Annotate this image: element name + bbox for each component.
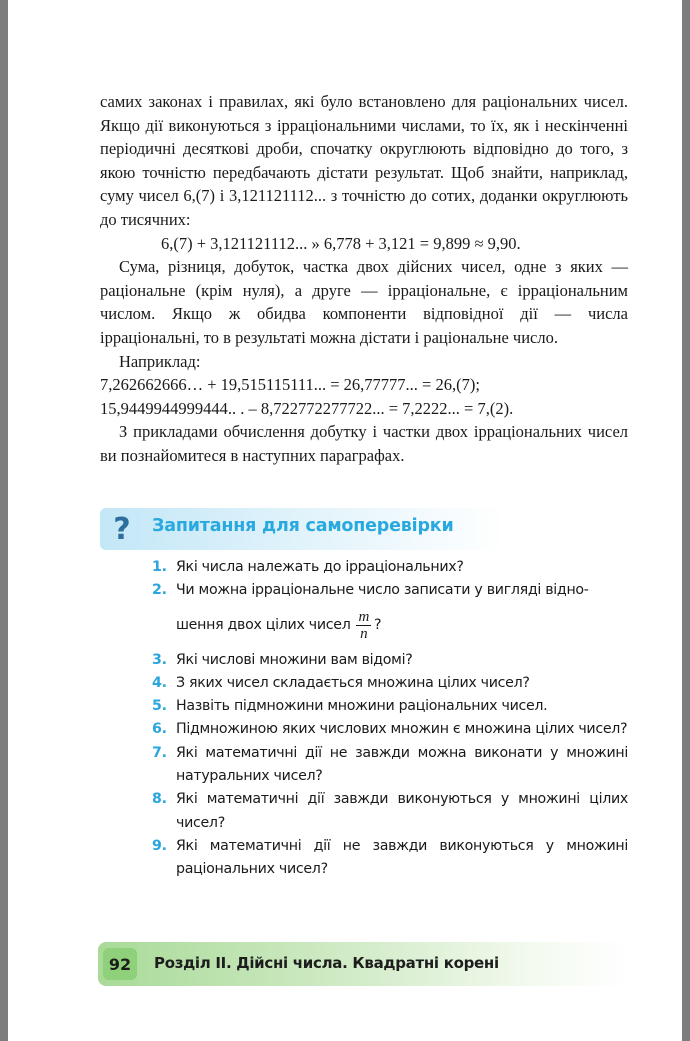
question-text: Які математичні дії не завжди можна виконати у множині натуральних чисел? [176, 744, 628, 785]
question-text: Які математичні дії не завжди виконуються у множині раціональних чисел? [176, 837, 628, 878]
question-item [152, 556, 628, 579]
questions-title: Запитання для самоперевірки [152, 516, 454, 536]
question-number: 7. [152, 744, 167, 761]
question-text [176, 579, 628, 648]
question-tail: ? [374, 616, 382, 633]
paragraph-3: З прикладами обчислення добутку і частки двох ірраціональних чисел ви познайомитеся в наступних параграфах. [100, 422, 628, 465]
question-text: Які числа належать до ірраціональних? [176, 559, 464, 575]
fraction-numerator: m [358, 609, 370, 626]
question-text-part: шення двох цілих чисел [176, 616, 351, 633]
paragraph-2: Сума, різниця, добуток, частка двох дійсних чисел, одне з яких — раціональне (крім нуля), а друге — ірраціональне, є ірраціональним числом. Якщо ж обидва компоненти відповідної дії — числа ірраціональні, то в результаті можна дістати і раціональне число. [100, 257, 628, 347]
question-text: Назвіть підмножини множини раціональних чисел. [176, 698, 548, 715]
question-item [152, 742, 628, 789]
chapter-title: Розділ ІІ. Дійсні числа. Квадратні корені [154, 954, 499, 972]
question-item [152, 579, 628, 648]
example-label: Наприклад: [119, 351, 201, 371]
question-text: Які математичні дії завжди виконуються у множині цілих чисел? [176, 791, 628, 831]
body-text [100, 90, 628, 468]
question-number: 4. [152, 674, 167, 691]
question-item [152, 695, 628, 718]
question-number: 5. [152, 698, 167, 715]
question-item [152, 672, 628, 695]
question-text: З яких чисел складається множина цілих чисел? [176, 674, 530, 691]
page-number: 92 [103, 948, 137, 980]
question-number: 2. [152, 582, 167, 599]
question-item [152, 788, 628, 835]
question-mark-icon: ? [113, 511, 131, 547]
formula: 6,(7) + 3,121121112... » 6,778 + 3,121 = 9,899 ≈ 9,90. [161, 233, 521, 253]
question-item [152, 718, 628, 741]
fraction [356, 609, 371, 642]
question-text-line-2 [176, 603, 628, 649]
example-line-2: 15,9449944999444.. . – 8,722772277722... = 7,2222... = 7,(2). [100, 398, 514, 418]
question-item [152, 649, 628, 672]
question-text: Які числові множини вам відомі? [176, 651, 413, 668]
paragraph-1: самих законах і правилах, які було встановлено для раціональних чисел. Якщо дії виконуються з ірраціональними числами, то їх, як і нескінченні періодичні десяткові дроби, спочатку округлюють відповідно до того, з якою точністю передбачають дістати результат. Щоб знайти, наприклад, суму чисел 6,(7) і 3,121121112... з точністю до сотих, доданки округлюють до тисячних: [100, 92, 628, 229]
question-number: 8. [152, 791, 167, 808]
question-text-line-1: Чи можна ірраціональне число записати у вигляді відно- [176, 582, 589, 599]
question-number: 3. [152, 651, 167, 668]
question-text: Підмножиною яких числових множин є множина цілих чисел? [176, 721, 628, 738]
question-number: 1. [152, 559, 167, 575]
question-number: 6. [152, 721, 167, 738]
fraction-denominator: n [360, 626, 368, 643]
question-number: 9. [152, 837, 167, 854]
question-item [152, 835, 628, 882]
questions-list [152, 556, 628, 882]
example-line-1: 7,262662666… + 19,515115111... = 26,77777... = 26,(7); [100, 375, 480, 395]
